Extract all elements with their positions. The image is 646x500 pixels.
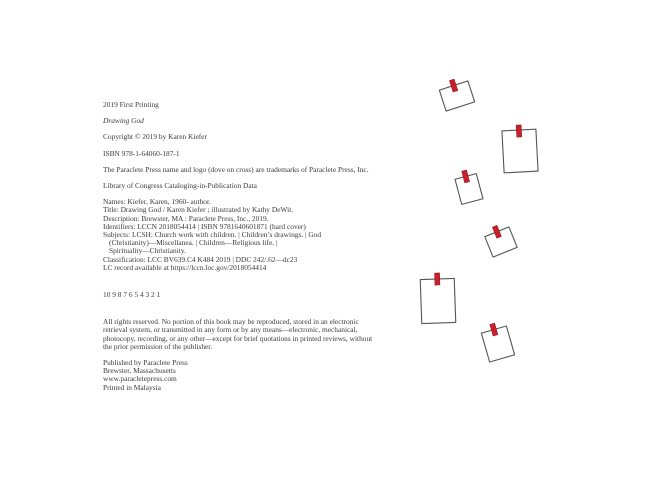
copyright-page-text [103, 101, 403, 392]
rights-line: photocopy, recording, or any other—except for brief quotations in printed reviews, without [103, 333, 373, 343]
rights-statement [103, 318, 403, 351]
note-paper-3 [453, 168, 483, 205]
rights-line: All rights reserved. No portion of this book may be reproduced, stored in an electronic [103, 317, 359, 327]
cip-lc-record: LC record available at https://lccn.loc.gov/2018054414 [103, 262, 267, 272]
publisher-info [103, 359, 403, 392]
cip-subjects: Subjects: LCSH: Church work with children. | Children’s drawings. | God [103, 230, 322, 240]
clip-icon [516, 125, 522, 137]
publisher-website: www.paracletepress.com [103, 374, 177, 384]
trademark-line: The Paraclete Press name and logo (dove on cross) are trademarks of Paraclete Press, Inc. [103, 164, 369, 174]
hanging-notes-illustration [410, 70, 546, 380]
cip-title: Title: Drawing God / Karen Kiefer ; illustrated by Kathy DeWit. [103, 205, 294, 215]
copyright-line: Copyright © 2019 by Karen Kiefer [103, 132, 207, 142]
book-title: Drawing God [103, 116, 144, 126]
cip-subjects-cont-2: Spirituality—Christianity. [109, 246, 186, 256]
rights-line: retrieval system, or transmitted in any form or by any means—electronic, mechanical, [103, 325, 358, 335]
cip-identifiers: Identifiers: LCCN 2018054414 | ISBN 9781640601871 (hard cover) [103, 221, 306, 231]
cip-subjects-cont-1: (Christianity)—Miscellanea. | Children—Religious life. | [109, 238, 278, 248]
cip-description: Description: Brewster, MA : Paraclete Press, Inc., 2019. [103, 213, 269, 223]
publisher-line: Published by Paraclete Press [103, 358, 188, 368]
cip-classification: Classification: LCC BV639.C4 K484 2019 | DDC 242/.62—dc23 [103, 254, 298, 264]
cip-heading: Library of Congress Cataloging-in-Publication Data [103, 181, 257, 191]
note-paper-5 [420, 272, 456, 323]
note-paper-1 [437, 75, 474, 111]
isbn-line: ISBN 978-1-64060-187-1 [103, 148, 180, 158]
rights-line: the prior permission of the publisher. [103, 341, 213, 351]
cip-names: Names: Kiefer, Karen, 1960- author. [103, 197, 211, 207]
note-paper-4 [483, 221, 518, 257]
cip-data [103, 198, 403, 272]
note-paper-6 [480, 320, 515, 362]
printing-line: 2019 First Printing [103, 100, 159, 109]
publisher-location: Brewster, Massachusetts [103, 366, 176, 376]
clip-icon [435, 273, 440, 285]
note-paper-2 [502, 124, 538, 173]
printed-in: Printed in Malaysia [103, 382, 161, 392]
print-number-line: 10 9 8 7 6 5 4 3 2 1 [103, 290, 161, 300]
